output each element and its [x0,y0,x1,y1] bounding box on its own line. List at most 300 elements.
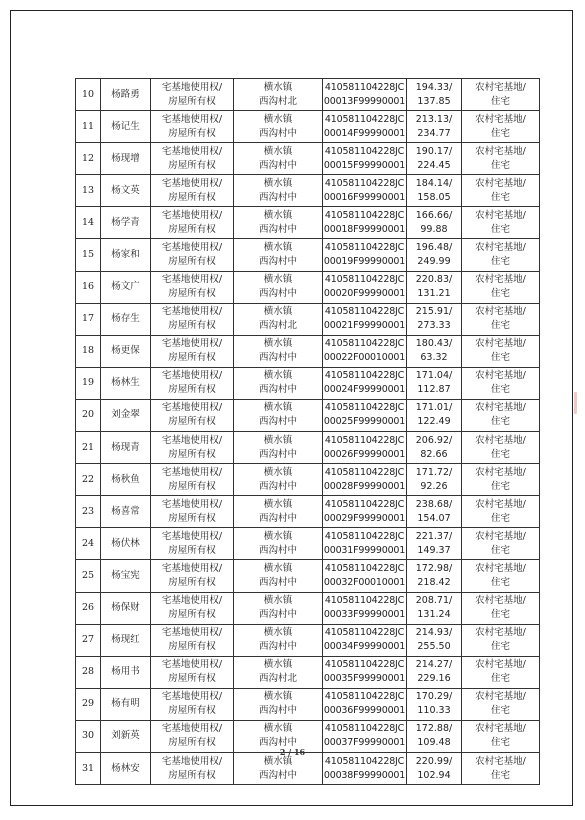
location-line: 横水镇 [263,177,293,189]
area-line: 110.33 [417,705,451,717]
area-cell [407,752,462,784]
rights-type-line: 宅基地使用权/ [161,370,223,382]
unit-code-cell [323,528,407,560]
rights-type-line: 房屋所有权 [168,673,216,685]
area-line: 221.37/ [415,530,453,542]
usage-cell [462,496,540,528]
location-line: 横水镇 [263,627,293,639]
usage-line: 住宅 [490,288,510,300]
unit-code-line: 410581104228JC [324,370,405,382]
rights-type-cell [151,496,234,528]
usage-line: 农村宅基地/ [475,113,526,125]
location-line: 横水镇 [263,209,293,221]
usage-cell [462,464,540,496]
page-number: 2 / 16 [279,747,306,757]
area-line: 82.66 [420,448,448,460]
rights-type-cell [151,335,234,367]
unit-code-line: 00036F99990001 [323,705,406,717]
usage-line: 住宅 [490,609,510,621]
location-line: 西沟村中 [258,288,297,300]
table-row [76,239,540,271]
rights-type-cell [151,464,234,496]
location-line: 横水镇 [263,530,293,542]
area-cell [407,688,462,720]
table-row [76,656,540,688]
usage-line: 农村宅基地/ [475,466,526,478]
usage-line: 住宅 [490,544,510,556]
area-cell [407,303,462,335]
location-line: 横水镇 [263,242,293,254]
location-cell [234,656,323,688]
usage-line: 住宅 [490,705,510,717]
usage-cell [462,399,540,431]
usage-cell [462,528,540,560]
unit-code-line: 00020F99990001 [323,288,406,300]
row-number-cell: 31 [76,752,101,784]
location-line: 横水镇 [263,691,293,703]
owner-name-cell: 杨现红 [101,624,151,656]
usage-cell [462,239,540,271]
rights-type-cell [151,239,234,271]
rights-type-line: 房屋所有权 [168,448,216,460]
location-cell [234,303,323,335]
location-cell [234,111,323,143]
area-line: 206.92/ [415,434,453,446]
usage-cell [462,207,540,239]
unit-code-cell [323,335,407,367]
rights-type-line: 宅基地使用权/ [161,691,223,703]
rights-type-line: 房屋所有权 [168,320,216,332]
unit-code-line: 410581104228JC [324,595,405,607]
location-line: 西沟村北 [258,320,297,332]
usage-line: 住宅 [490,384,510,396]
rights-type-line: 房屋所有权 [168,223,216,235]
row-number-cell: 18 [76,335,101,367]
rights-type-cell [151,175,234,207]
row-number-cell: 15 [76,239,101,271]
unit-code-line: 410581104228JC [324,177,405,189]
unit-code-cell [323,175,407,207]
rights-type-line: 房屋所有权 [168,609,216,621]
unit-code-line: 410581104228JC [324,755,405,767]
row-number-cell: 11 [76,111,101,143]
usage-line: 住宅 [490,320,510,332]
owner-name-cell: 杨林生 [101,367,151,399]
rights-type-cell [151,367,234,399]
usage-cell [462,79,540,111]
rights-type-line: 房屋所有权 [168,544,216,556]
unit-code-line: 00031F99990001 [323,544,406,556]
owner-name-cell: 杨林安 [101,752,151,784]
location-cell [234,399,323,431]
area-cell [407,79,462,111]
location-cell [234,752,323,784]
table-row [76,560,540,592]
seal-stamp-fragment [574,392,577,414]
unit-code-line: 00035F99990001 [323,673,406,685]
unit-code-line: 410581104228JC [324,338,405,350]
location-line: 横水镇 [263,338,293,350]
area-line: 214.93/ [415,627,453,639]
usage-cell [462,656,540,688]
unit-code-line: 00026F99990001 [323,448,406,460]
table-row [76,624,540,656]
unit-code-line: 410581104228JC [324,659,405,671]
rights-type-cell [151,143,234,175]
usage-line: 农村宅基地/ [475,627,526,639]
row-number-cell: 22 [76,464,101,496]
unit-code-cell [323,207,407,239]
location-cell [234,239,323,271]
row-number-cell: 24 [76,528,101,560]
unit-code-line: 00032F00010001 [323,576,406,588]
table-row [76,464,540,496]
usage-cell [462,367,540,399]
area-line: 213.13/ [415,113,453,125]
rights-type-cell [151,752,234,784]
rights-type-line: 房屋所有权 [168,127,216,139]
row-number-cell: 19 [76,367,101,399]
location-cell [234,560,323,592]
unit-code-line: 410581104228JC [324,274,405,286]
usage-line: 住宅 [490,159,510,171]
area-cell [407,560,462,592]
usage-line: 农村宅基地/ [475,595,526,607]
row-number-cell: 21 [76,432,101,464]
unit-code-line: 410581104228JC [324,530,405,542]
area-line: 273.33 [417,320,451,332]
usage-cell [462,175,540,207]
rights-type-line: 房屋所有权 [168,737,216,749]
location-cell [234,335,323,367]
rights-type-line: 宅基地使用权/ [161,466,223,478]
area-line: 149.37 [417,544,451,556]
rights-type-line: 房屋所有权 [168,288,216,300]
usage-line: 农村宅基地/ [475,402,526,414]
owner-name-cell: 杨现增 [101,143,151,175]
area-line: 131.21 [417,288,451,300]
unit-code-cell [323,496,407,528]
property-registry-table [75,78,540,785]
table-row [76,752,540,784]
usage-line: 农村宅基地/ [475,691,526,703]
area-line: 255.50 [417,641,451,653]
usage-line: 住宅 [490,737,510,749]
unit-code-line: 410581104228JC [324,562,405,574]
rights-type-cell [151,656,234,688]
row-number-cell: 13 [76,175,101,207]
owner-name-cell: 杨喜常 [101,496,151,528]
owner-name-cell: 杨文英 [101,175,151,207]
area-cell [407,496,462,528]
usage-line: 农村宅基地/ [475,338,526,350]
owner-name-cell: 杨用书 [101,656,151,688]
row-number-cell: 23 [76,496,101,528]
location-line: 西沟村中 [258,416,297,428]
area-line: 208.71/ [415,595,453,607]
owner-name-cell: 杨保财 [101,592,151,624]
location-line: 横水镇 [263,466,293,478]
rights-type-cell [151,688,234,720]
usage-line: 农村宅基地/ [475,145,526,157]
location-line: 横水镇 [263,755,293,767]
rights-type-line: 宅基地使用权/ [161,434,223,446]
location-line: 西沟村中 [258,705,297,717]
usage-cell [462,688,540,720]
unit-code-line: 410581104228JC [324,81,405,93]
rights-type-cell [151,111,234,143]
table-row [76,432,540,464]
location-line: 横水镇 [263,306,293,318]
area-cell [407,143,462,175]
rights-type-line: 宅基地使用权/ [161,723,223,735]
rights-type-cell [151,207,234,239]
rights-type-cell [151,624,234,656]
rights-type-line: 宅基地使用权/ [161,145,223,157]
rights-type-line: 宅基地使用权/ [161,402,223,414]
unit-code-cell [323,752,407,784]
area-line: 238.68/ [415,498,453,510]
rights-type-line: 宅基地使用权/ [161,81,223,93]
location-line: 西沟村中 [258,159,297,171]
unit-code-cell [323,303,407,335]
location-line: 西沟村中 [258,448,297,460]
location-line: 西沟村中 [258,223,297,235]
location-cell [234,624,323,656]
table-row [76,496,540,528]
usage-line: 农村宅基地/ [475,723,526,735]
location-line: 横水镇 [263,659,293,671]
owner-name-cell: 杨学青 [101,207,151,239]
owner-name-cell: 杨现青 [101,432,151,464]
rights-type-line: 宅基地使用权/ [161,177,223,189]
location-line: 横水镇 [263,402,293,414]
unit-code-line: 00014F99990001 [323,127,406,139]
usage-line: 住宅 [490,191,510,203]
unit-code-cell [323,367,407,399]
usage-cell [462,143,540,175]
owner-name-cell: 杨路勇 [101,79,151,111]
rights-type-cell [151,271,234,303]
table-row [76,592,540,624]
usage-line: 住宅 [490,512,510,524]
area-cell [407,464,462,496]
location-line: 横水镇 [263,370,293,382]
rights-type-line: 宅基地使用权/ [161,498,223,510]
owner-name-cell: 刘新英 [101,720,151,752]
area-cell [407,271,462,303]
usage-line: 住宅 [490,223,510,235]
usage-line: 农村宅基地/ [475,177,526,189]
unit-code-line: 00034F99990001 [323,641,406,653]
location-cell [234,496,323,528]
row-number-cell: 10 [76,79,101,111]
area-cell [407,175,462,207]
usage-cell [462,752,540,784]
usage-line: 住宅 [490,256,510,268]
usage-line: 住宅 [490,95,510,107]
location-line: 西沟村中 [258,737,297,749]
rights-type-cell [151,592,234,624]
area-line: 170.29/ [415,691,453,703]
location-cell [234,432,323,464]
unit-code-cell [323,271,407,303]
area-line: 172.88/ [415,723,453,735]
area-line: 109.48 [417,737,451,749]
location-cell [234,271,323,303]
owner-name-cell: 杨家和 [101,239,151,271]
area-cell [407,528,462,560]
area-line: 171.01/ [415,402,453,414]
usage-line: 农村宅基地/ [475,659,526,671]
location-line: 西沟村北 [258,95,297,107]
usage-cell [462,624,540,656]
usage-line: 农村宅基地/ [475,434,526,446]
area-line: 184.14/ [415,177,453,189]
usage-line: 住宅 [490,576,510,588]
row-number-cell: 27 [76,624,101,656]
area-line: 180.43/ [415,338,453,350]
area-cell [407,239,462,271]
location-line: 横水镇 [263,562,293,574]
table-row [76,175,540,207]
unit-code-line: 00013F99990001 [323,95,406,107]
row-number-cell: 26 [76,592,101,624]
unit-code-cell [323,143,407,175]
area-line: 234.77 [417,127,451,139]
unit-code-line: 00024F99990001 [323,384,406,396]
row-number-cell: 14 [76,207,101,239]
row-number-cell: 12 [76,143,101,175]
location-line: 横水镇 [263,595,293,607]
rights-type-line: 房屋所有权 [168,352,216,364]
area-line: 92.26 [420,480,448,492]
usage-line: 农村宅基地/ [475,242,526,254]
table-row [76,271,540,303]
owner-name-cell: 杨有明 [101,688,151,720]
unit-code-cell [323,399,407,431]
rights-type-cell [151,399,234,431]
usage-line: 住宅 [490,416,510,428]
usage-line: 住宅 [490,127,510,139]
rights-type-line: 房屋所有权 [168,641,216,653]
rights-type-line: 房屋所有权 [168,95,216,107]
usage-cell [462,303,540,335]
location-line: 西沟村中 [258,191,297,203]
unit-code-line: 00015F99990001 [323,159,406,171]
location-line: 西沟村中 [258,769,297,781]
location-cell [234,175,323,207]
unit-code-cell [323,79,407,111]
owner-name-cell: 杨宝宪 [101,560,151,592]
area-line: 154.07 [417,512,451,524]
unit-code-line: 410581104228JC [324,209,405,221]
rights-type-line: 房屋所有权 [168,256,216,268]
rights-type-line: 宅基地使用权/ [161,562,223,574]
owner-name-cell: 杨记生 [101,111,151,143]
unit-code-line: 410581104228JC [324,306,405,318]
usage-line: 住宅 [490,641,510,653]
location-line: 西沟村中 [258,576,297,588]
location-cell [234,79,323,111]
usage-line: 住宅 [490,673,510,685]
location-cell [234,367,323,399]
usage-line: 住宅 [490,769,510,781]
area-line: 122.49 [417,416,451,428]
rights-type-line: 房屋所有权 [168,769,216,781]
area-line: 229.16 [417,673,451,685]
usage-line: 农村宅基地/ [475,530,526,542]
table-row [76,303,540,335]
area-line: 224.45 [417,159,451,171]
location-line: 西沟村中 [258,384,297,396]
location-line: 西沟村中 [258,609,297,621]
row-number-cell: 29 [76,688,101,720]
rights-type-line: 宅基地使用权/ [161,274,223,286]
area-line: 194.33/ [415,81,453,93]
rights-type-line: 房屋所有权 [168,191,216,203]
rights-type-line: 房屋所有权 [168,384,216,396]
location-line: 西沟村中 [258,352,297,364]
area-line: 196.48/ [415,242,453,254]
area-line: 166.66/ [415,209,453,221]
rights-type-line: 宅基地使用权/ [161,306,223,318]
table-row [76,207,540,239]
location-line: 西沟村北 [258,673,297,685]
usage-line: 住宅 [490,480,510,492]
row-number-cell: 25 [76,560,101,592]
area-cell [407,656,462,688]
unit-code-line: 00029F99990001 [323,512,406,524]
unit-code-line: 00037F99990001 [323,737,406,749]
usage-line: 农村宅基地/ [475,274,526,286]
table-row [76,528,540,560]
rights-type-cell [151,560,234,592]
rights-type-line: 宅基地使用权/ [161,338,223,350]
area-line: 63.32 [420,352,448,364]
rights-type-line: 房屋所有权 [168,576,216,588]
area-line: 220.83/ [415,274,453,286]
owner-name-cell: 杨秋鱼 [101,464,151,496]
area-line: 249.99 [417,256,451,268]
rights-type-line: 房屋所有权 [168,512,216,524]
location-line: 西沟村中 [258,127,297,139]
unit-code-line: 410581104228JC [324,402,405,414]
usage-line: 住宅 [490,352,510,364]
rights-type-cell [151,432,234,464]
area-line: 218.42 [417,576,451,588]
unit-code-cell [323,432,407,464]
location-cell [234,464,323,496]
table-row [76,111,540,143]
location-line: 横水镇 [263,113,293,125]
unit-code-cell [323,656,407,688]
row-number-cell: 20 [76,399,101,431]
area-cell [407,111,462,143]
rights-type-cell [151,303,234,335]
table-row [76,367,540,399]
location-line: 横水镇 [263,723,293,735]
usage-line: 农村宅基地/ [475,755,526,767]
rights-type-line: 宅基地使用权/ [161,659,223,671]
area-line: 171.04/ [415,370,453,382]
rights-type-line: 宅基地使用权/ [161,755,223,767]
unit-code-cell [323,111,407,143]
area-line: 220.99/ [415,755,453,767]
location-line: 横水镇 [263,81,293,93]
area-line: 171.72/ [415,466,453,478]
unit-code-cell [323,624,407,656]
